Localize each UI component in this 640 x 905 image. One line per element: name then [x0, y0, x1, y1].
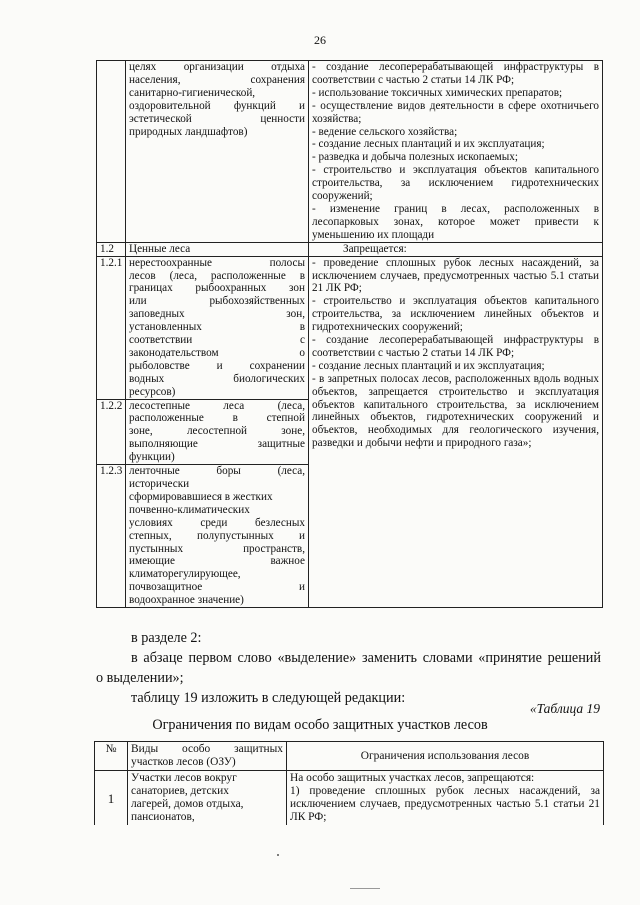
paragraph: таблицу 19 изложить в следующей редакции:: [131, 690, 406, 706]
restriction-text: Запрещается:: [309, 242, 603, 256]
restriction-item: - осуществление видов деятельности в сфере охотничьего хозяйства;: [312, 99, 599, 125]
cell-line: соответствии с: [129, 334, 305, 347]
column-header-type: [128, 742, 287, 771]
cell-line: рыболовстве и сохранении: [129, 359, 305, 372]
restriction-item: - разведка и добыча полезных ископаемых;: [312, 151, 518, 164]
cell-line: лесов (леса, расположенные в: [129, 269, 305, 282]
cell-line: степных, полупустынных и: [129, 529, 305, 542]
cell-line: санаториев, детских: [131, 785, 229, 797]
cell-line: нерестоохранные полосы: [129, 256, 305, 269]
forest-category: [126, 61, 309, 243]
cell-line: заповедных зон,: [129, 308, 305, 321]
forest-category: [126, 399, 309, 465]
cell-line: функции): [129, 451, 175, 464]
paragraph: в абзаце первом слово «выделение» заменить словами «принятие решений: [131, 650, 601, 666]
cell-line: расположенные в степной: [129, 412, 305, 425]
column-header-number: №: [95, 742, 128, 771]
scan-line: [350, 888, 380, 889]
cell-line: населения, сохранения: [129, 73, 305, 86]
restriction-item: - создание лесных плантаций и их эксплуатация;: [312, 359, 545, 372]
ozu-limits: [287, 771, 604, 826]
cell-line: природных ландшафтов): [129, 125, 248, 138]
paragraph: в разделе 2:: [131, 630, 202, 646]
cell-line: 1) проведение сплошных рубок лесных насаждений, за исключением случаев, предусмотренных частью 5.1 статьи 21 ЛК РФ;: [290, 785, 600, 823]
cell-line: водных биологических: [129, 372, 305, 385]
restriction-item: - изменение границ в лесах, расположенных в лесопарковых зонах, которое может привести к уменьшению их площади: [312, 202, 599, 241]
row-number: 1.2.1: [97, 256, 126, 399]
paragraph: о выделении»;: [96, 670, 184, 686]
cell-line: климаторегулирующее,: [129, 568, 241, 581]
cell-line: Участки лесов вокруг: [131, 772, 237, 784]
cell-line: почвозащитное и: [129, 581, 305, 594]
cell-line: ресурсов): [129, 385, 176, 398]
restriction-item: - в запретных полосах лесов, расположенных вдоль водных объектов, запрещается строительство и эксплуатация объектов капитального строительства, за исключением линейных объектов, гидротехнических сооружений и объектов, необходимых для геологического изучения, разведки и добычи нефти и природного газа»;: [312, 372, 599, 450]
cell-line: оздоровительной функций и: [129, 99, 305, 112]
restriction-text: [309, 256, 603, 607]
cell-line: установленных в: [129, 321, 305, 334]
cell-line: ленточные боры (леса,: [129, 465, 305, 478]
restriction-item: - создание лесоперерабатывающей инфраструктуры в соответствии с частью 2 статьи 14 ЛК РФ;: [312, 334, 599, 359]
cell-line: или рыбохозяйственных: [129, 295, 305, 308]
table-title: Ограничения по видам особо защитных участков лесов: [152, 717, 488, 733]
ozu-type: [128, 771, 287, 826]
ozu-table: [94, 741, 604, 825]
restriction-item: - проведение сплошных рубок лесных насаждений, за исключением случаев, предусмотренных частью 5.1 статьи 21 ЛК РФ;: [312, 256, 599, 295]
cell-line: Виды особо защитных: [131, 743, 283, 755]
cell-line: зоне, лесостепной зоне,: [129, 425, 305, 438]
forest-category: [126, 256, 309, 399]
table-row: [97, 242, 603, 256]
body-paragraphs: [0, 630, 640, 707]
cell-line: водоохранное значение): [129, 594, 244, 607]
page-number: 26: [314, 33, 326, 47]
row-number: 1.2.3: [97, 465, 126, 608]
scan-dot: [277, 854, 279, 856]
cell-line: пансионатов,: [131, 811, 195, 823]
row-number: [97, 61, 126, 243]
table-row: [97, 256, 603, 399]
cell-line: сформировавшиеся в жестких: [129, 490, 273, 503]
cell-line: лагерей, домов отдыха,: [131, 798, 244, 810]
forest-category: [126, 465, 309, 608]
cell-line: выполняющие защитные: [129, 438, 305, 451]
restriction-item: - создание лесоперерабатывающей инфраструктуры в соответствии с частью 2 статьи 14 ЛК РФ;: [312, 61, 599, 86]
row-number: 1.2.2: [97, 399, 126, 465]
table-row: [95, 771, 604, 826]
table-header-row: [95, 742, 604, 771]
column-header-limits: Ограничения использования лесов: [287, 742, 604, 771]
restrictions-table: [96, 60, 603, 608]
restriction-item: - строительство и эксплуатация объектов капитального строительства, за исключением гидротехнических сооружений;: [312, 164, 599, 203]
cell-line: эстетической ценности: [129, 112, 305, 125]
cell-line: целях организации отдыха: [129, 61, 305, 73]
row-number: 1: [95, 771, 128, 826]
cell-line: границах рыбоохранных зон: [129, 282, 305, 295]
restriction-item: - использование токсичных химических препаратов;: [312, 86, 563, 99]
cell-line: законодательством о: [129, 346, 305, 359]
cell-line: лесостепные леса (леса,: [129, 399, 305, 412]
cell-line: санитарно-гигиенической,: [129, 86, 256, 99]
cell-line: условиях среди безлесных: [129, 516, 305, 529]
table-row: [97, 61, 603, 243]
cell-line: исторически: [129, 478, 190, 490]
cell-line: почвенно-климатических: [129, 503, 250, 516]
restriction-item: - ведение сельского хозяйства;: [312, 125, 458, 138]
table-number: «Таблица 19: [529, 701, 600, 716]
restriction-item: - создание лесных плантаций и их эксплуатация;: [312, 138, 545, 151]
cell-line: имеющие важное: [129, 555, 305, 568]
cell-line: пустынных пространств,: [129, 542, 305, 555]
cell-line: участков лесов (ОЗУ): [131, 756, 236, 768]
forest-category: Ценные леса: [126, 242, 309, 256]
row-number: 1.2: [97, 242, 126, 256]
cell-line: На особо защитных участках лесов, запрещаются:: [290, 772, 535, 784]
restriction-text: [309, 61, 603, 243]
restriction-item: - строительство и эксплуатация объектов капитального строительства, за исключением линейных объектов и гидротехнических сооружений;: [312, 295, 599, 334]
